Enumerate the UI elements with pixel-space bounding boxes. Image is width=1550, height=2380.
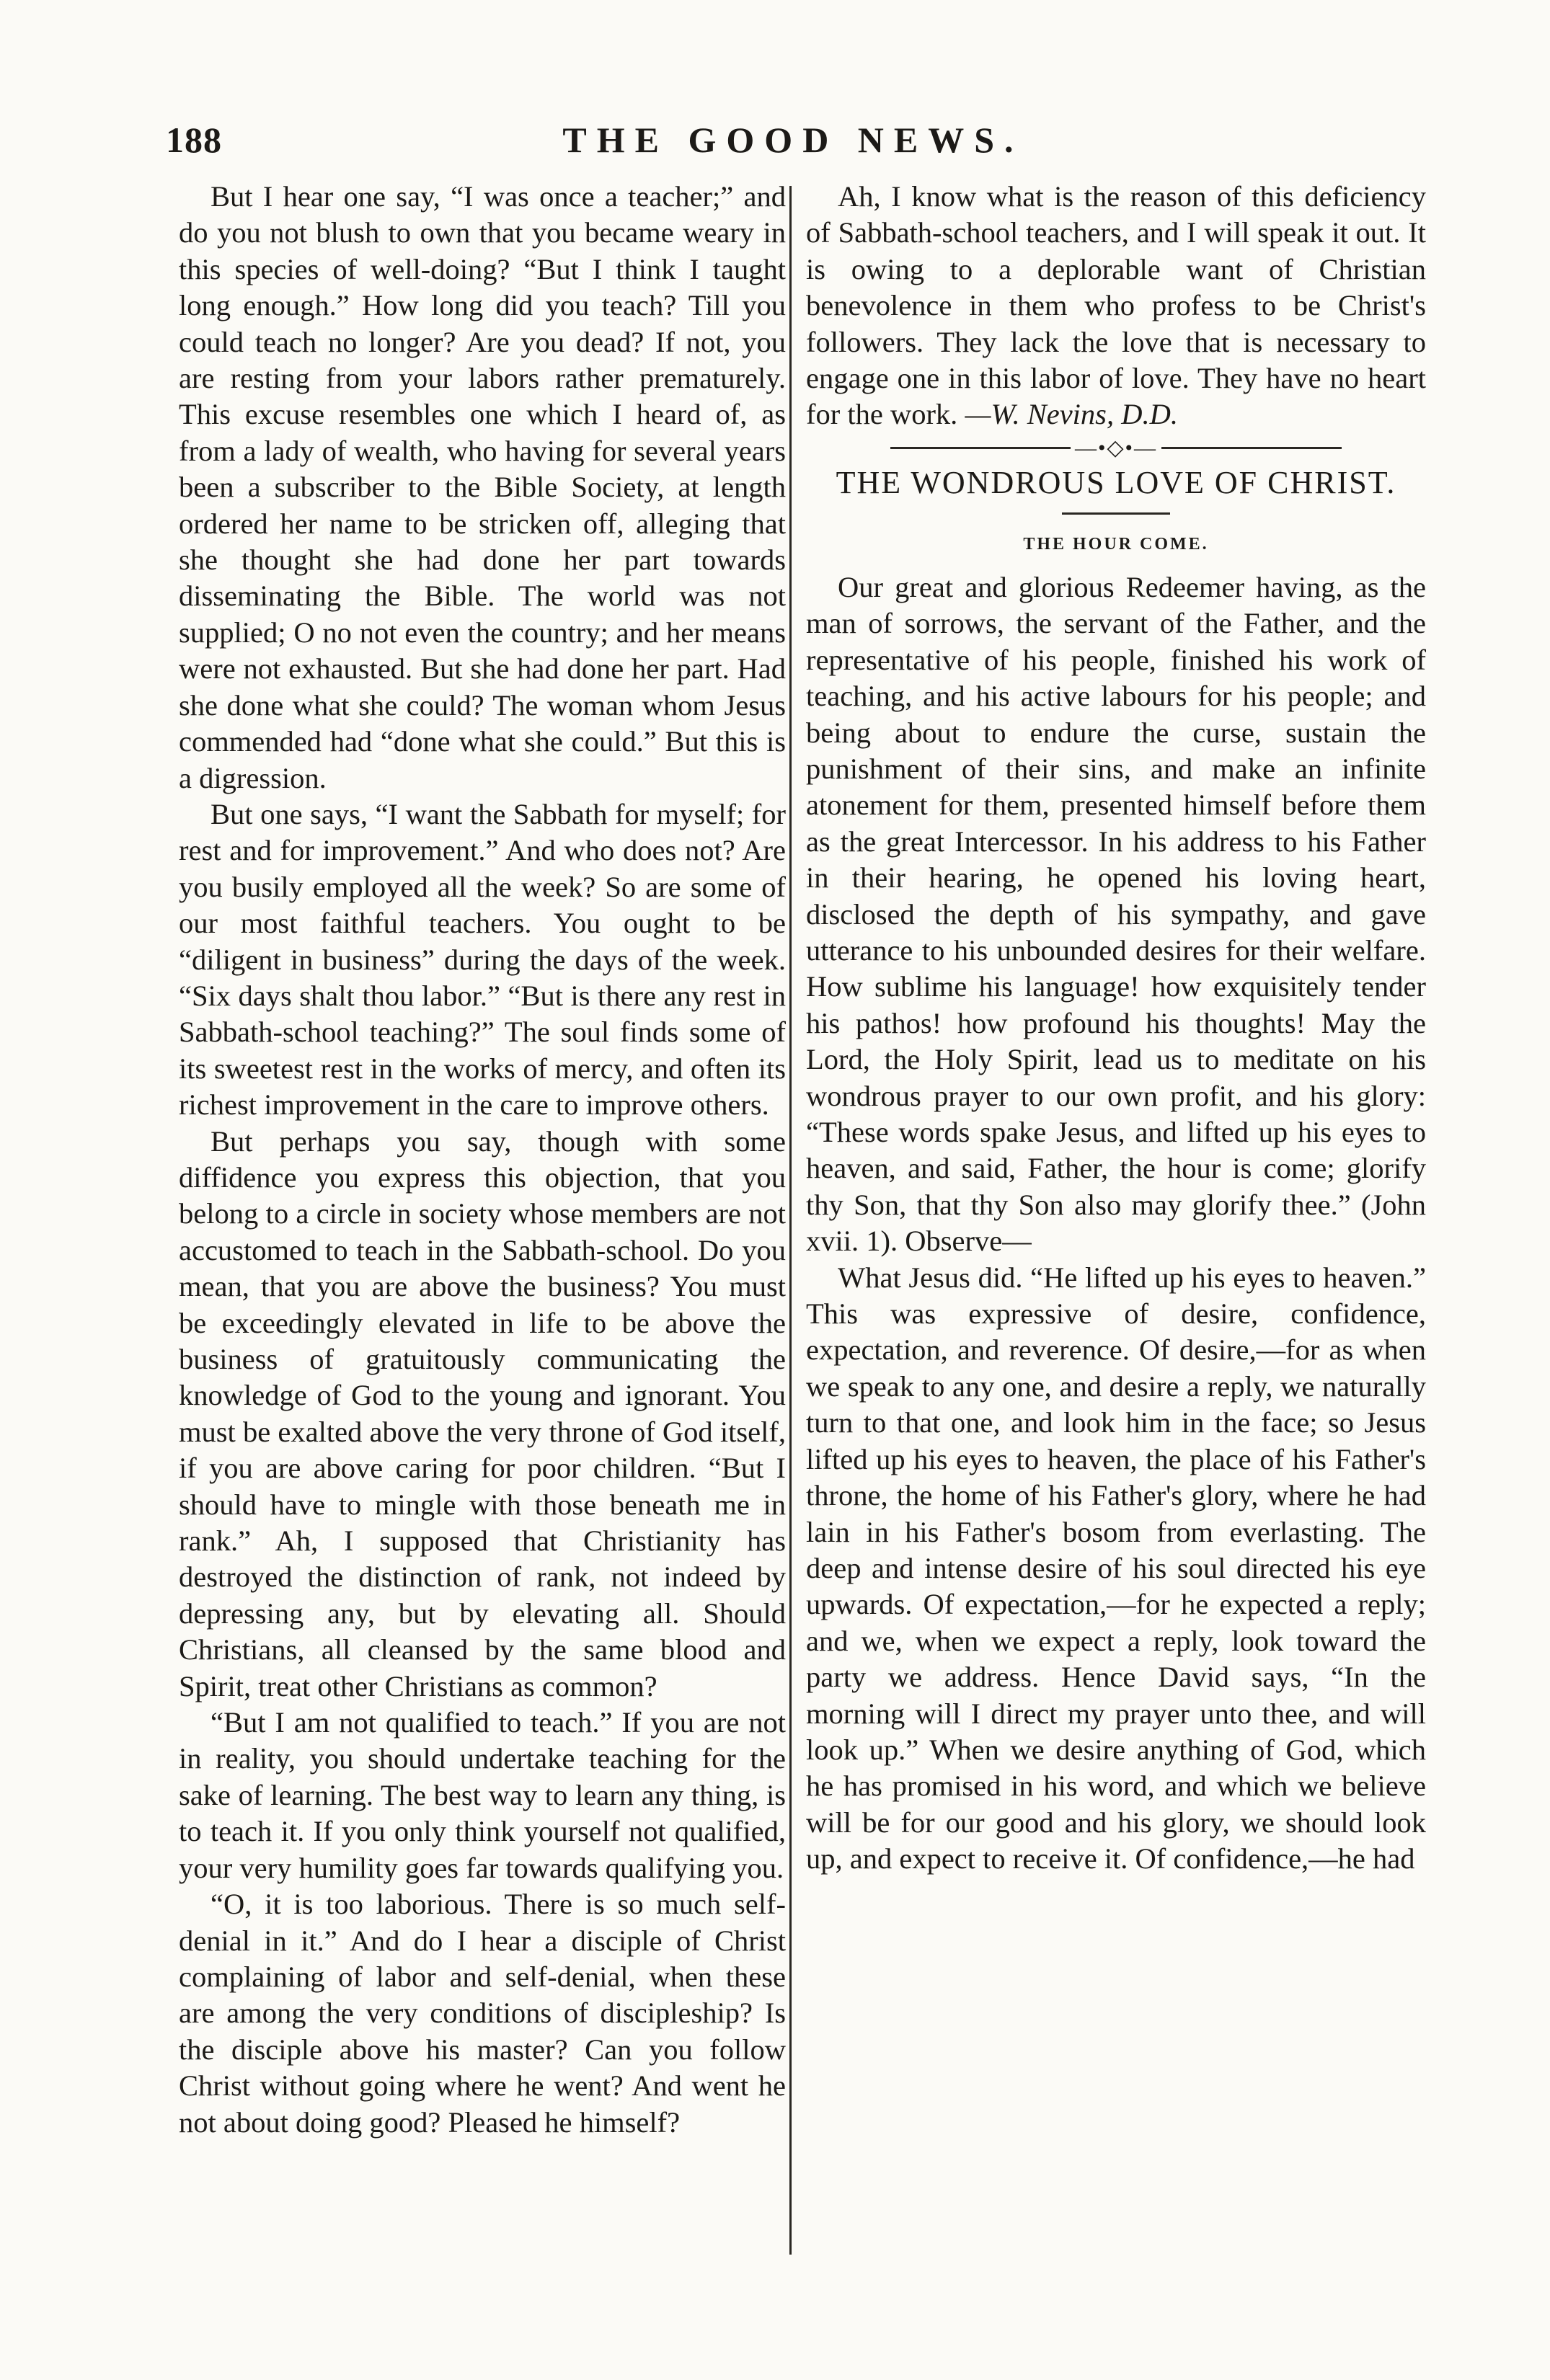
paragraph: Our great and glorious Redeemer having, as the man of sorrows, the servant of the Father, and the representative of his people, finished his work of teaching, and his active labours for his people; and being about to endure the curse, sustain the punishment of their sins, and make an infinite atonement for them, presented himself before them as the great Intercessor. In his address to his Father in their hearing, he opened his loving heart, disclosed the depth of his sympathy, and gave utterance to his unbounded desires for their welfare. How sublime his language! how exquisitely tender his pathos! how profound his thoughts! May the Lord, the Holy Spirit, lead us to meditate on his wondrous prayer to our own profit, and his glory: “These words spake Jesus, and lifted up his eyes to heaven, and said, Father, the hour is come; glorify thy Son, that thy Son also may glorify thee.” (John xvii. 1). Observe— [806,570,1426,1258]
closing-paragraph-text: Ah, I know what is the reason of this deficiency of Sabbath-school teachers, and I will speak it out. It is owing to a deplorable want of Christian benevolence in them who profess to be Christ's followers. They lack the love that is necessary to engage one in this labor of love. They have no heart for the work. [806,180,1426,431]
title-rule [1062,512,1170,515]
paragraph: “But I am not qualified to teach.” If you are not in reality, you should undertake teaching for the sake of learning. The best way to learn any thing, is to teach it. If you only think yourself not qualified, your very humility goes far towards qualifying you. [179,1706,786,1884]
page-header [166,119,1420,169]
article-title: THE WONDROUS LOVE OF CHRIST. [836,464,1396,500]
section-ornament [806,436,1426,459]
page-number: 188 [166,120,222,160]
left-column [179,179,786,2141]
paragraph: But I hear one say, “I was once a teacher;” and do you not blush to own that you became weary in this species of well-doing? “But I think I taught long enough.” How long did you teach? Till you could teach no longer? Are you dead? If not, you are resting from your labors rather prematurely. This excuse resembles one which I heard of, as from a lady of wealth, who having for several years been a subscriber to the Bible Society, at length ordered her name to be stricken off, alleging that she thought she had done her part towards disseminating the Bible. The world was not supplied; O no not even the country; and her means were not exhausted. But she had done her part. Had she done what she could? The woman whom Jesus commended had “done what she could.” But this is a digression. [179,180,786,794]
paragraph: What Jesus did. “He lifted up his eyes to heaven.” This was expressive of desire, confidence, expectation, and reverence. Of desire,—for as when we speak to any one, and desire a reply, we naturally turn to that one, and look him in the face; so Jesus lifted up his eyes to heaven, the place of his Father's throne, the home of his Father's glory, where he had lain in his Father's bosom from everlasting. The deep and intense desire of his soul directed his eye upwards. Of expectation,—for he expected a reply; and we, when we expect a reply, look toward the party we address. Hence David says, “In the morning will I direct my prayer unto thee, and will look up.” When we desire anything of God, which he has promised in his word, and which we believe will be for our good and his glory, we should look up, and expect to receive it. Of confidence,—he had [806,1261,1426,1875]
column-divider [789,186,792,2255]
paragraph: “O, it is too laborious. There is so much self-denial in it.” And do I hear a disciple of Christ complaining of labor and self-denial, when these are among the very conditions of discipleship? Is the disciple above his master? Can you follow Christ without going where he went? And went he not about doing good? Pleased he himself? [179,1888,786,2139]
ornament-rule [1161,447,1342,449]
article-subheading: THE HOUR COME. [1023,534,1209,554]
running-title: THE GOOD NEWS. [562,120,1024,160]
paragraph: But perhaps you say, though with some diffidence you express this objection, that you belong to a circle in society whose members are not accustomed to teach in the Sabbath-school. Do you mean, that you are above the business? You must be exceedingly elevated in life to be above the business of gratuitously communicating the knowledge of God to the young and ignorant. You must be exalted above the very throne of God itself, if you are above caring for poor children. “But I should have to mingle with those beneath me in rank.” Ah, I supposed that Christianity has destroyed the distinction of rank, not indeed by depressing any, but by elevating all. Should Christians, all cleansed by the same blood and Spirit, treat other Christians as common? [179,1124,786,1702]
closing-paragraph [806,179,1426,433]
closing-byline: —W. Nevins, D.D. [965,398,1178,431]
ornament-rule [890,447,1071,449]
ornament-glyph: —•◇•— [1074,435,1158,460]
right-column [806,179,1426,1878]
paragraph: But one says, “I want the Sabbath for myself; for rest and for improvement.” And who does not? Are you busily employed all the week? So are some of our most faithful teachers. You ought to be “diligent in business” during the days of the week. “Six days shalt thou labor.” “But is there any rest in Sabbath-school teaching?” The soul finds some of its sweetest rest in the works of mercy, and often its richest improvement in the care to improve others. [179,797,786,1122]
